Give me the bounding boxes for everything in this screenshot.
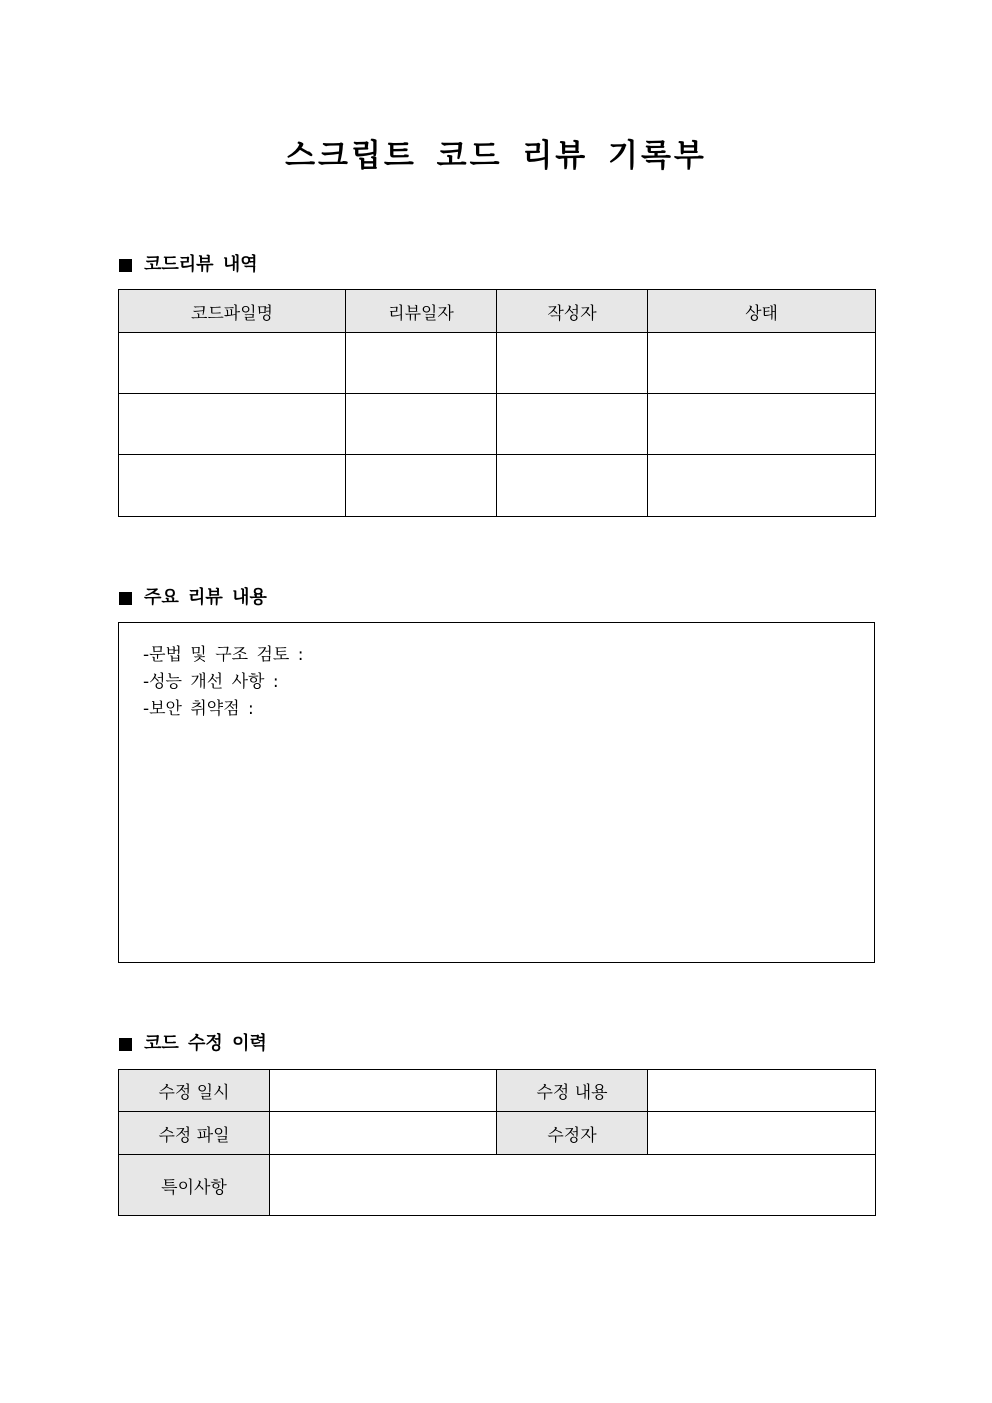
table-cell-author[interactable] [497,394,648,455]
column-header-filename: 코드파일명 [119,290,346,333]
section-heading-review-list [119,253,258,277]
table-cell-filename[interactable] [119,333,346,394]
table-cell-status[interactable] [648,333,876,394]
label-change-date: 수정 일시 [119,1070,270,1112]
review-list-table [118,289,876,517]
table-cell-author[interactable] [497,333,648,394]
change-history-table [118,1069,876,1216]
table-row [119,394,876,455]
review-content-box[interactable] [118,622,875,963]
square-bullet-icon [119,1038,132,1051]
square-bullet-icon [119,259,132,272]
table-cell-review-date[interactable] [346,333,497,394]
section-heading-change-history [119,1032,267,1056]
page-title: 스크립트 코드 리뷰 기록부 [285,138,707,174]
table-cell-review-date[interactable] [346,394,497,455]
review-line-syntax: -문법 및 구조 검토 : [143,645,304,665]
review-line-security: -보안 취약점 : [143,699,254,719]
table-row [119,333,876,394]
value-notes[interactable] [270,1155,876,1216]
square-bullet-icon [119,592,132,605]
label-change-content: 수정 내용 [497,1070,648,1112]
value-change-content[interactable] [648,1070,876,1112]
review-line-performance: -성능 개선 사항 : [143,672,279,692]
section-heading-label: 주요 리뷰 내용 [144,587,267,608]
section-heading-label: 코드 수정 이력 [144,1033,267,1054]
table-cell-status[interactable] [648,455,876,517]
column-header-author: 작성자 [497,290,648,333]
section-heading-label: 코드리뷰 내역 [144,254,258,275]
value-changed-file[interactable] [270,1112,497,1155]
table-cell-review-date[interactable] [346,455,497,517]
table-header-row [119,290,876,333]
table-row [119,1155,876,1216]
section-heading-review-content [119,586,267,610]
value-editor[interactable] [648,1112,876,1155]
table-row [119,1112,876,1155]
table-cell-author[interactable] [497,455,648,517]
label-changed-file: 수정 파일 [119,1112,270,1155]
label-editor: 수정자 [497,1112,648,1155]
review-content-lines [143,642,303,723]
value-change-date[interactable] [270,1070,497,1112]
column-header-review-date: 리뷰일자 [346,290,497,333]
table-row [119,1070,876,1112]
table-cell-filename[interactable] [119,455,346,517]
column-header-status: 상태 [648,290,876,333]
table-cell-filename[interactable] [119,394,346,455]
table-cell-status[interactable] [648,394,876,455]
label-notes: 특이사항 [119,1155,270,1216]
table-row [119,455,876,517]
